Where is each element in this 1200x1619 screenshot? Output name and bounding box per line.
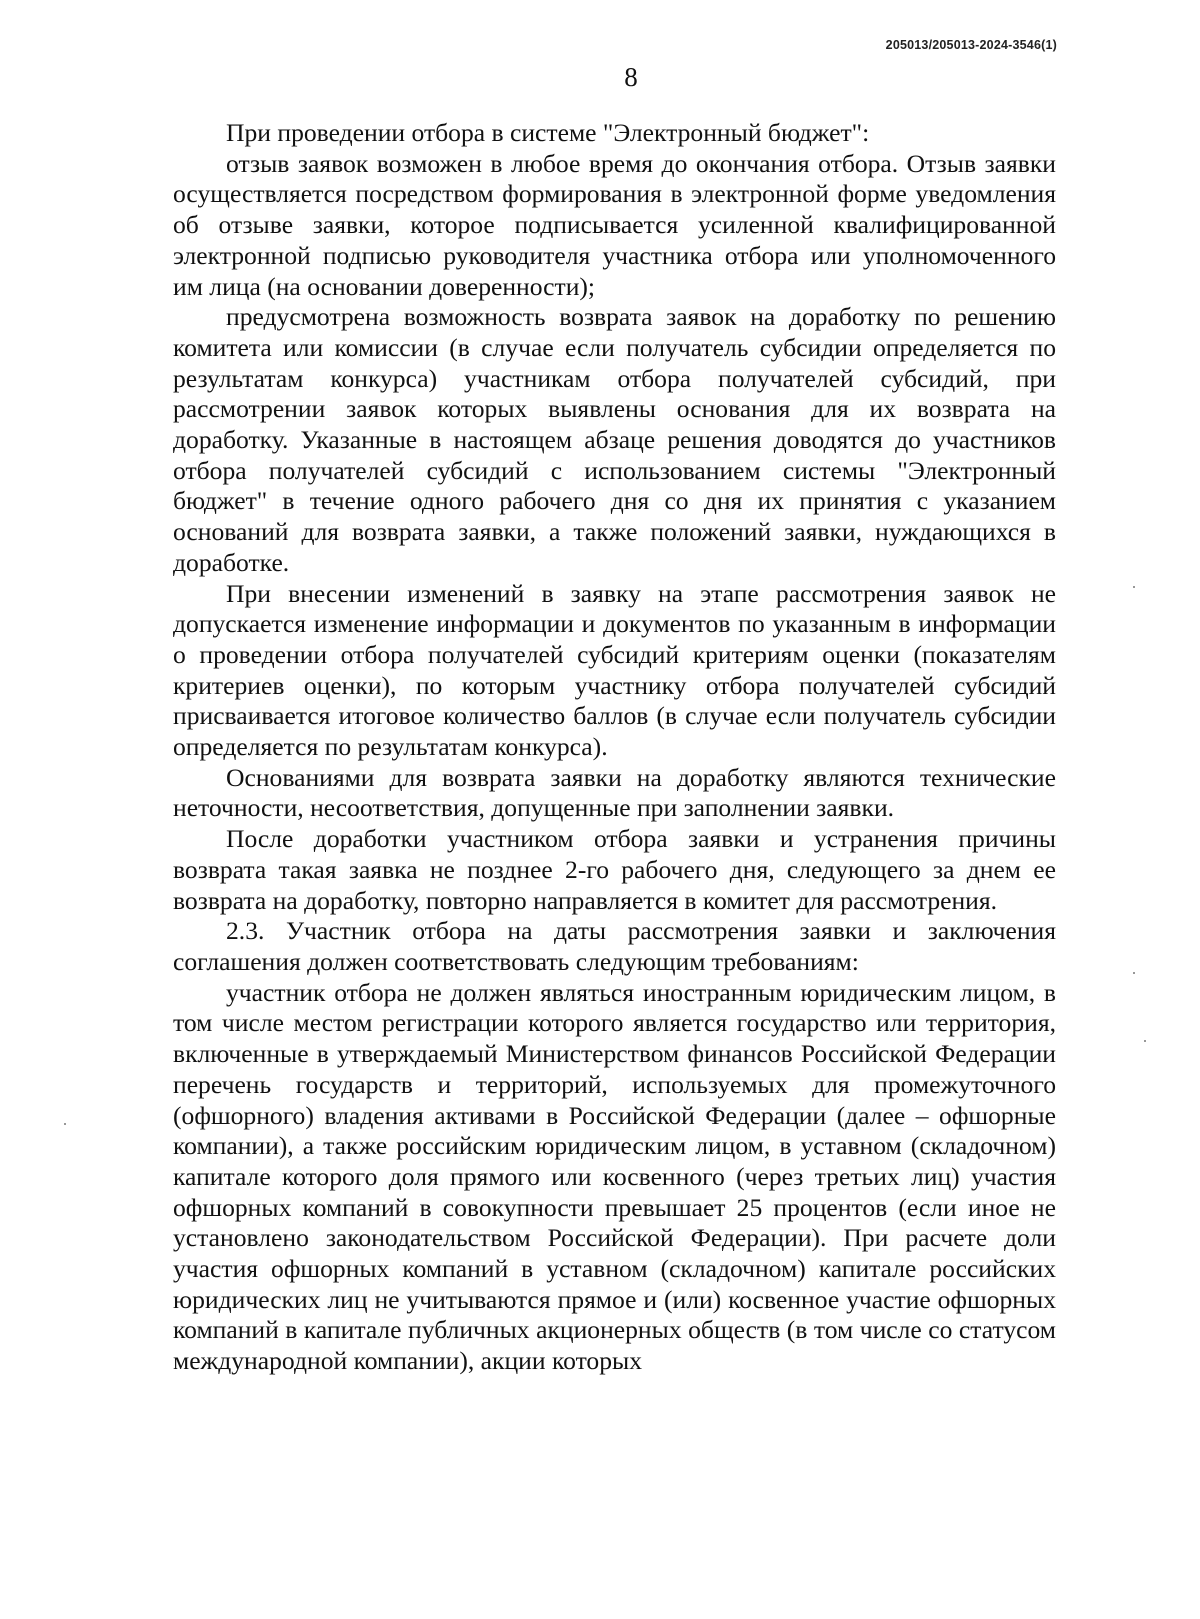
paragraph-application-withdrawal: отзыв заявок возможен в любое время до окончания отбора. Отзыв заявки осуществляется посредством формирования в электронной форме уведомления об отзыве заявки, которое подписывается усиленной квалифицированной электронной подписью руководителя участника отбора или уполномоченного им лица (на основании доверенности); [173,148,1056,301]
paragraph-changes-restriction: При внесении изменений в заявку на этапе рассмотрения заявок не допускается изменение информации и документов по указанным в информации о проведении отбора получателей субсидий критериям оценки (показателям критериев оценки), по которым участнику отбора получателей субсидий присваивается итоговое количество баллов (в случае если получатель субсидии определяется по результатам конкурса). [173,578,1056,762]
document-body [173,118,1056,1377]
paragraph-resubmission: После доработки участником отбора заявки и устранения причины возврата такая заявка не позднее 2-го рабочего дня, следующего за днем ее возврата на доработку, повторно направляется в комитет для рассмотрения. [173,824,1056,915]
scan-speck [64,1123,66,1125]
document-id: 205013/205013-2024-3546(1) [885,38,1057,52]
scan-speck [1133,586,1135,588]
paragraph-electronic-budget-intro: При проведении отбора в системе "Электронный бюджет": [226,118,870,147]
paragraph-return-grounds: Основаниями для возврата заявки на доработку являются технические неточности, несоответствия, допущенные при заполнении заявки. [173,762,1056,823]
scan-speck [1133,972,1135,974]
paragraph-return-for-revision: предусмотрена возможность возврата заявок на доработку по решению комитета или комиссии (в случае если получатель субсидии определяется по результатам конкурса) участникам отбора получателей субсидий, при рассмотрении заявок которых выявлены основания для их возврата на доработку. Указанные в настоящем абзаце решения доводятся до участников отбора получателей субсидий с использованием системы "Электронный бюджет" в течение одного рабочего дня со дня их принятия с указанием оснований для возврата заявки, а также положений заявки, нуждающихся в доработке. [173,302,1056,577]
paragraph-section-2-3: 2.3. Участник отбора на даты рассмотрения заявки и заключения соглашения должен соответствовать следующим требованиям: [173,916,1056,976]
scan-speck [1144,1040,1146,1042]
paragraph-offshore-requirement: участник отбора не должен являться иностранным юридическим лицом, в том числе местом регистрации которого является государство или территория, включенные в утверждаемый Министерством финансов Российской Федерации перечень государств и территорий, используемых для промежуточного (офшорного) владения активами в Российской Федерации (далее – офшорные компании), а также российским юридическим лицом, в уставном (складочном) капитале которого доля прямого или косвенного (через третьих лиц) участия офшорных компаний в совокупности превышает 25 процентов (если иное не установлено законодательством Российской Федерации). При расчете доли участия офшорных компаний в уставном (складочном) капитале российских юридических лиц не учитываются прямое и (или) косвенное участие офшорных компаний в капитале публичных акционерных обществ (в том числе со статусом международной компании), акции которых [173,977,1056,1376]
page-number: 8 [624,62,638,92]
